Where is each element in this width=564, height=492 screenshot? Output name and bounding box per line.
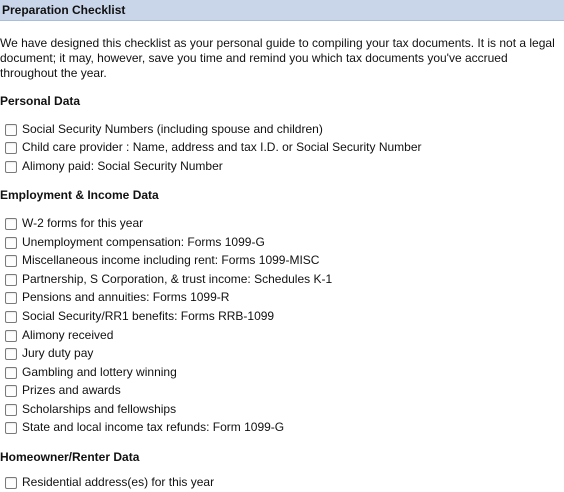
checkbox[interactable] [5,124,17,136]
checklist-item[interactable] [0,345,560,363]
checklist-item-label: Gambling and lottery winning [22,365,177,379]
section-title-homeowner-renter: Homeowner/Renter Data [0,450,140,464]
checklist-item-label: Jury duty pay [22,346,94,360]
checklist-item[interactable] [0,401,560,419]
checklist-item[interactable] [0,215,560,233]
checklist-item[interactable] [0,308,560,326]
checkbox[interactable] [5,404,17,416]
section-title-employment-income: Employment & Income Data [0,188,159,202]
section-title-personal-data: Personal Data [0,94,81,108]
checklist-item[interactable] [0,419,560,437]
checklist-item-label: State and local income tax refunds: Form 1099-G [22,420,285,434]
checklist-item[interactable] [0,364,560,382]
checkbox[interactable] [5,311,17,323]
checklist-item[interactable] [0,474,560,492]
checklist-item-label: Residential address(es) for this year [22,475,215,489]
checklist-item[interactable] [0,139,560,157]
checklist-item-label: Miscellaneous income including rent: Forms 1099-MISC [22,253,320,267]
checkbox[interactable] [5,161,17,173]
checkbox[interactable] [5,237,17,249]
checkbox[interactable] [5,292,17,304]
checkbox[interactable] [5,422,17,434]
checklist-item[interactable] [0,289,560,307]
checklist-item-label: Alimony received [22,328,114,342]
checklist-item-label: Social Security/RR1 benefits: Forms RRB-1099 [22,309,275,323]
checkbox[interactable] [5,385,17,397]
checklist-item-label: Scholarships and fellowships [22,402,177,416]
checklist-item-label: Unemployment compensation: Forms 1099-G [22,235,265,249]
checklist-item[interactable] [0,252,560,270]
checklist-item-label: W-2 forms for this year [22,216,144,230]
checkbox[interactable] [5,477,17,489]
checklist-item-label: Alimony paid: Social Security Number [22,159,223,173]
checklist-item-label: Social Security Numbers (including spouse and children) [22,122,323,136]
checklist-item-label: Pensions and annuities: Forms 1099-R [22,290,230,304]
checkbox[interactable] [5,367,17,379]
checklist-item[interactable] [0,271,560,289]
checklist-item[interactable] [0,382,560,400]
checklist-item-label: Prizes and awards [22,383,121,397]
page-title: Preparation Checklist [2,3,126,17]
checklist-item[interactable] [0,158,560,176]
checkbox[interactable] [5,274,17,286]
checklist-item-label: Partnership, S Corporation, & trust income: Schedules K-1 [22,272,333,286]
checklist-item[interactable] [0,327,560,345]
checkbox[interactable] [5,255,17,267]
checkbox[interactable] [5,142,17,154]
checklist-item-label: Child care provider : Name, address and tax I.D. or Social Security Number [22,140,422,154]
checklist-item[interactable] [0,234,560,252]
checkbox[interactable] [5,330,17,342]
checkbox[interactable] [5,218,17,230]
header-bar [0,0,564,21]
intro-text: We have designed this checklist as your personal guide to compiling your tax documents. It is not a legal document; it may, however, save you time and remind you which tax documents you've accrued throughout the year. [0,36,555,80]
checkbox[interactable] [5,348,17,360]
checklist-item[interactable] [0,121,560,139]
